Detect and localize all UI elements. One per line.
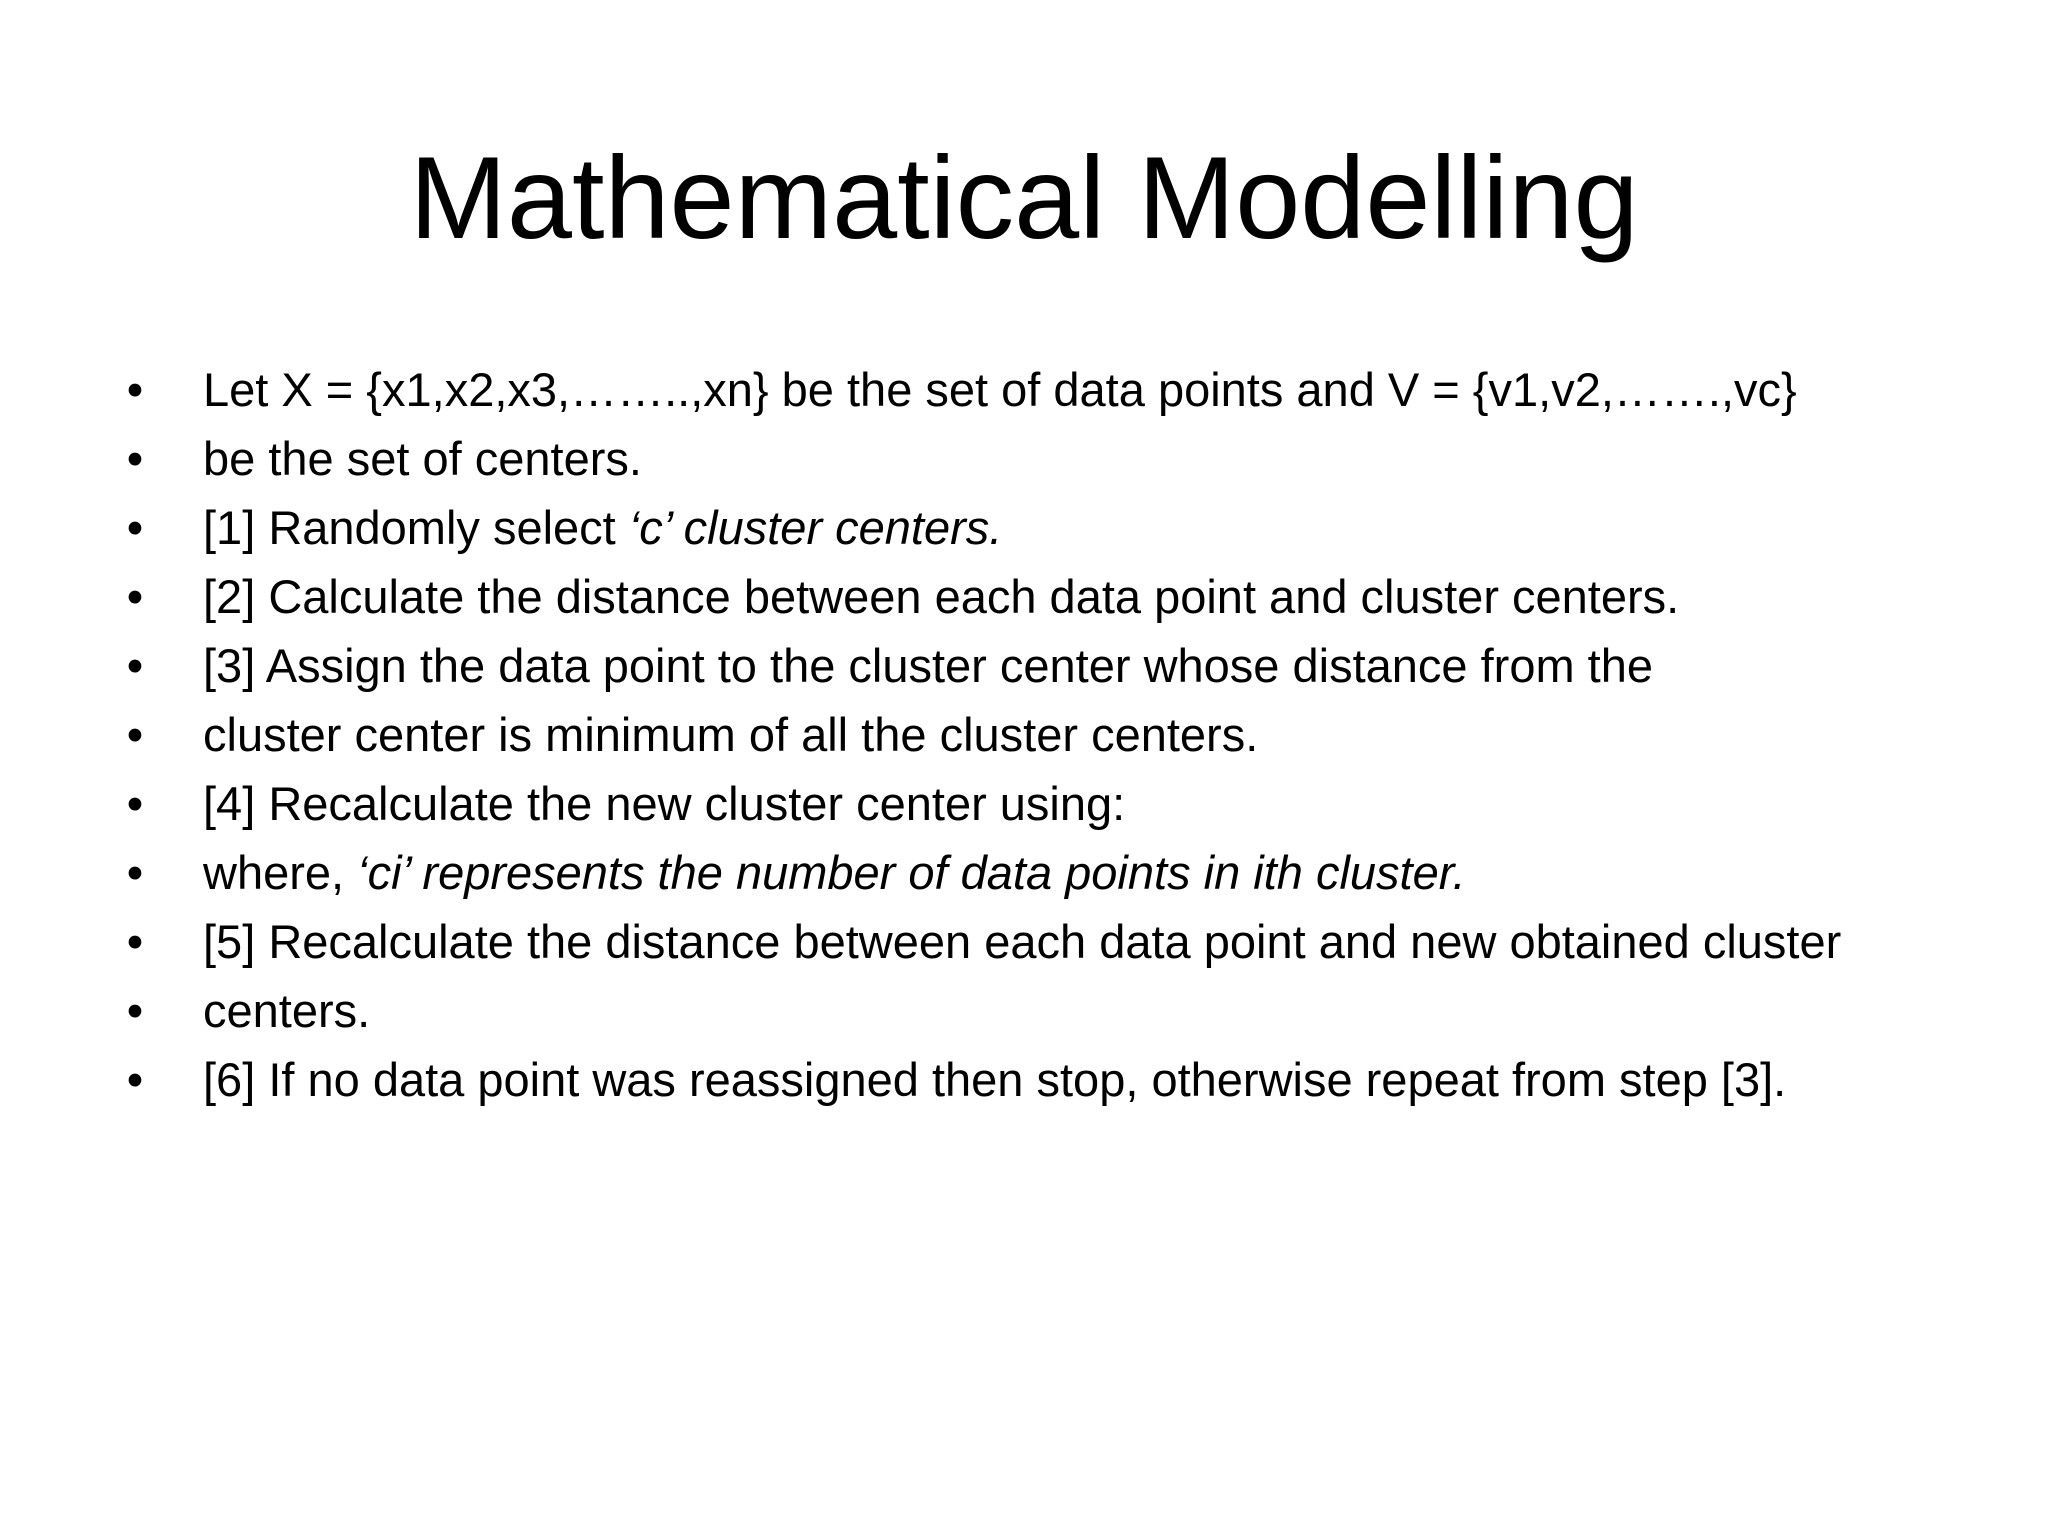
- bullet-icon: •: [126, 708, 144, 761]
- bullet-icon: •: [126, 777, 144, 830]
- bullet-item: [120, 845, 1920, 900]
- bullet-item: [120, 1052, 1920, 1107]
- bullet-icon: •: [126, 984, 144, 1037]
- bullet-text-italic: ‘c’ cluster centers.: [628, 501, 1003, 554]
- bullet-text-italic: ‘ci’ represents the number of data points in ith cluster.: [357, 846, 1466, 899]
- bullet-item: [120, 707, 1920, 762]
- slide-title: Mathematical Modelling: [409, 132, 1639, 263]
- bullet-text: be the set of centers.: [203, 432, 642, 485]
- bullet-text: where,: [203, 846, 358, 899]
- bullet-item: [120, 431, 1920, 486]
- bullet-item: [120, 500, 1920, 555]
- bullet-text: [5] Recalculate the distance between each data point and new obtained cluster: [203, 915, 1842, 968]
- bullet-icon: •: [126, 570, 144, 623]
- bullet-item: [120, 983, 1920, 1038]
- bullet-icon: •: [126, 1053, 144, 1106]
- bullet-icon: •: [126, 501, 144, 554]
- bullet-text: [1] Randomly select: [203, 501, 629, 554]
- bullet-icon: •: [126, 432, 144, 485]
- bullet-icon: •: [126, 639, 144, 692]
- bullet-text: Let X = {x1,x2,x3,……..,xn} be the set of data points and V = {v1,v2,…….,vc}: [203, 363, 1797, 416]
- bullet-icon: •: [126, 846, 144, 899]
- bullet-icon: •: [126, 915, 144, 968]
- bullet-text: [6] If no data point was reassigned then stop, otherwise repeat from step [3].: [203, 1053, 1787, 1106]
- bullet-item: [120, 776, 1920, 831]
- bullet-item: [120, 569, 1920, 624]
- bullet-text: centers.: [203, 984, 371, 1037]
- bullet-text: cluster center is minimum of all the cluster centers.: [203, 708, 1259, 761]
- bullet-list: [120, 362, 1920, 1121]
- bullet-item: [120, 914, 1920, 969]
- bullet-icon: •: [126, 363, 144, 416]
- bullet-item: [120, 362, 1920, 417]
- bullet-text: [2] Calculate the distance between each data point and cluster centers.: [203, 570, 1680, 623]
- bullet-text: [4] Recalculate the new cluster center using:: [203, 777, 1126, 830]
- bullet-text: [3] Assign the data point to the cluster center whose distance from the: [203, 639, 1654, 692]
- bullet-item: [120, 638, 1920, 693]
